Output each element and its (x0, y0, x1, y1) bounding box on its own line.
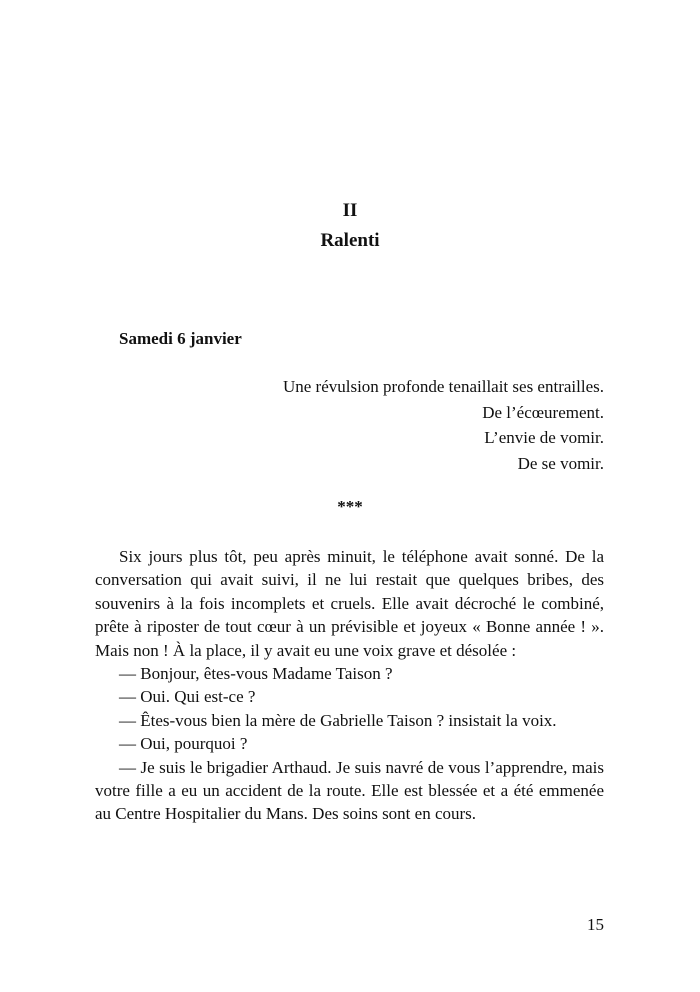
section-separator: *** (337, 497, 363, 516)
epigraph (200, 374, 604, 476)
dialogue-line: — Oui. Qui est-ce ? (119, 687, 256, 707)
epigraph-line: De se vomir. (517, 453, 604, 473)
dialogue-line: — Je suis le brigadier Arthaud. Je suis navré de vous l’apprendre, mais votre fille a eu un accident de la route. Elle est blessée et a été emmenée au Centre Hospitalier du Mans. Des soins sont en cours. (95, 757, 604, 824)
chapter-number: II (342, 200, 358, 221)
body-text (95, 545, 604, 826)
dialogue-line: — Bonjour, êtes-vous Madame Taison ? (119, 664, 393, 684)
epigraph-line: L’envie de vomir. (484, 428, 604, 447)
epigraph-line: De l’écœurement. (482, 402, 604, 422)
page-number: 15 (587, 915, 604, 934)
epigraph-line: Une révulsion profonde tenaillait ses entrailles. (282, 377, 604, 396)
dialogue-line: — Oui, pourquoi ? (119, 734, 248, 754)
chapter-title: Ralenti (320, 230, 380, 251)
paragraph: Six jours plus tôt, peu après minuit, le téléphone avait sonné. De la conversation qui avait suivi, il ne lui restait que quelques bribes, des souvenirs à la fois incomplets et cruels. Elle avait décroché le combiné, prête à riposter de tout cœur à un prévisible et joyeux « Bonne année ! ». Mais non ! À la place, il y avait eu une voix grave et désolée : (95, 547, 604, 660)
dialogue-line: — Êtes-vous bien la mère de Gabrielle Taison ? insistait la voix. (119, 710, 557, 730)
date-heading: Samedi 6 janvier (119, 329, 242, 348)
